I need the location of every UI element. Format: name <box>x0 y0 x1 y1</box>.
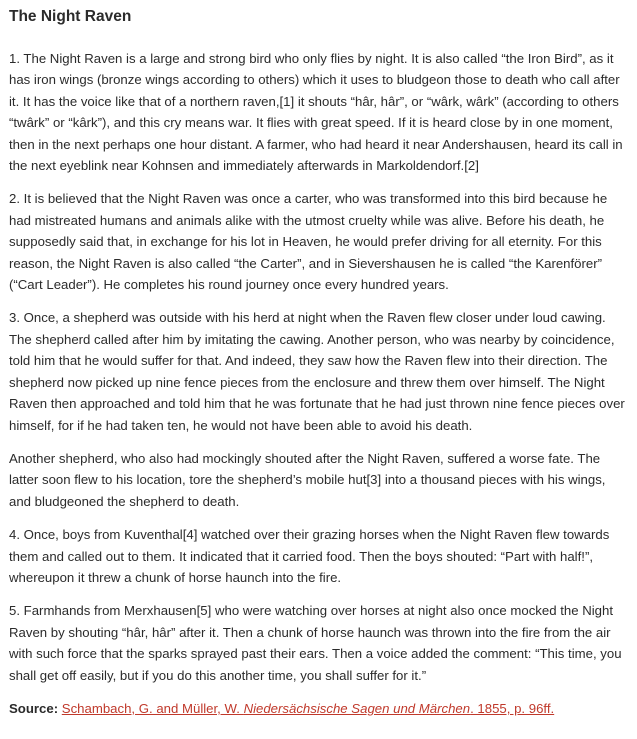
source-label: Source: <box>9 700 59 716</box>
paragraph-1: 1. The Night Raven is a large and strong bird who only flies by night. It is also called “the Iron Bird”, as it has iron wings (bronze wings according to others) which it uses to bludgeon those to death who call after it. It has the voice like that of a northern raven,[1] it shouts “hâr, hâr”, or “wârk, wârk” (according to others “twârk” or “kârk”), and this cry means war. It flies with great speed. If it is heard close by in one moment, then in the next perhaps one hour distant. A farmer, who had heard it near Andershausen, heard its call in the next eyeblink near Kohnsen and immediately afterwards in Markoldendorf.[2] <box>9 51 623 174</box>
paragraph-4: 4. Once, boys from Kuventhal[4] watched over their grazing horses when the Night Raven flew towards them and called out to them. It indicated that it carried food. Then the boys shouted: “Part with half!”, whereupon it threw a chunk of horse haunch into the fire. <box>9 527 610 585</box>
source-link-suffix: . 1855, p. 96ff. <box>470 700 555 716</box>
paragraph-3: 3. Once, a shepherd was outside with his herd at night when the Raven flew closer under loud cawing. The shepherd called after him by imitating the cawing. Another person, who was nearby by coincidence, told him that he would suffer for that. And indeed, they saw how the Raven flew into their direction. The shepherd now picked up nine fence pieces from the enclosure and threw them over himself. The Night Raven then approached and told him that he was fortunate that he had just thrown nine fence pieces over himself, for if he had taken ten, he would not have been able to avoid his death. <box>9 310 625 433</box>
source-link-book-title: Niedersächsische Sagen und Märchen <box>243 700 471 716</box>
paragraph-5: 5. Farmhands from Merxhausen[5] who were watching over horses at night also once mocked the Night Raven by shouting “hâr, hâr” after it. Then a chunk of horse haunch was thrown into the fire from the air with such force that the sparks sprayed past their ears. Then a voice added the comment: “This time, you shall get off easily, but if you do this another time, you shall suffer for it.” <box>9 603 622 683</box>
source-link[interactable] <box>62 701 554 716</box>
source-link-prefix: Schambach, G. and Müller, W. <box>61 700 244 716</box>
page-title: The Night Raven <box>9 8 132 25</box>
paragraph-2: 2. It is believed that the Night Raven was once a carter, who was transformed into this bird because he had mistreated humans and animals alike with the utmost cruelty while was alive. Before his death, he supposedly said that, in exchange for his lot in Heaven, he would prefer driving for all eternity. For this reason, the Night Raven is also called “the Carter”, and in Sievershausen he is called “the Karenförer” (“Cart Leader”). He completes his round journey once every hundred years. <box>9 191 608 293</box>
source-citation <box>9 698 628 719</box>
paragraph-3b: Another shepherd, who also had mockingly shouted after the Night Raven, suffered a worse fate. The latter soon flew to his location, tore the shepherd’s mobile hut[3] into a thousand pieces with his wings, and bludgeoned the shepherd to death. <box>9 450 606 509</box>
